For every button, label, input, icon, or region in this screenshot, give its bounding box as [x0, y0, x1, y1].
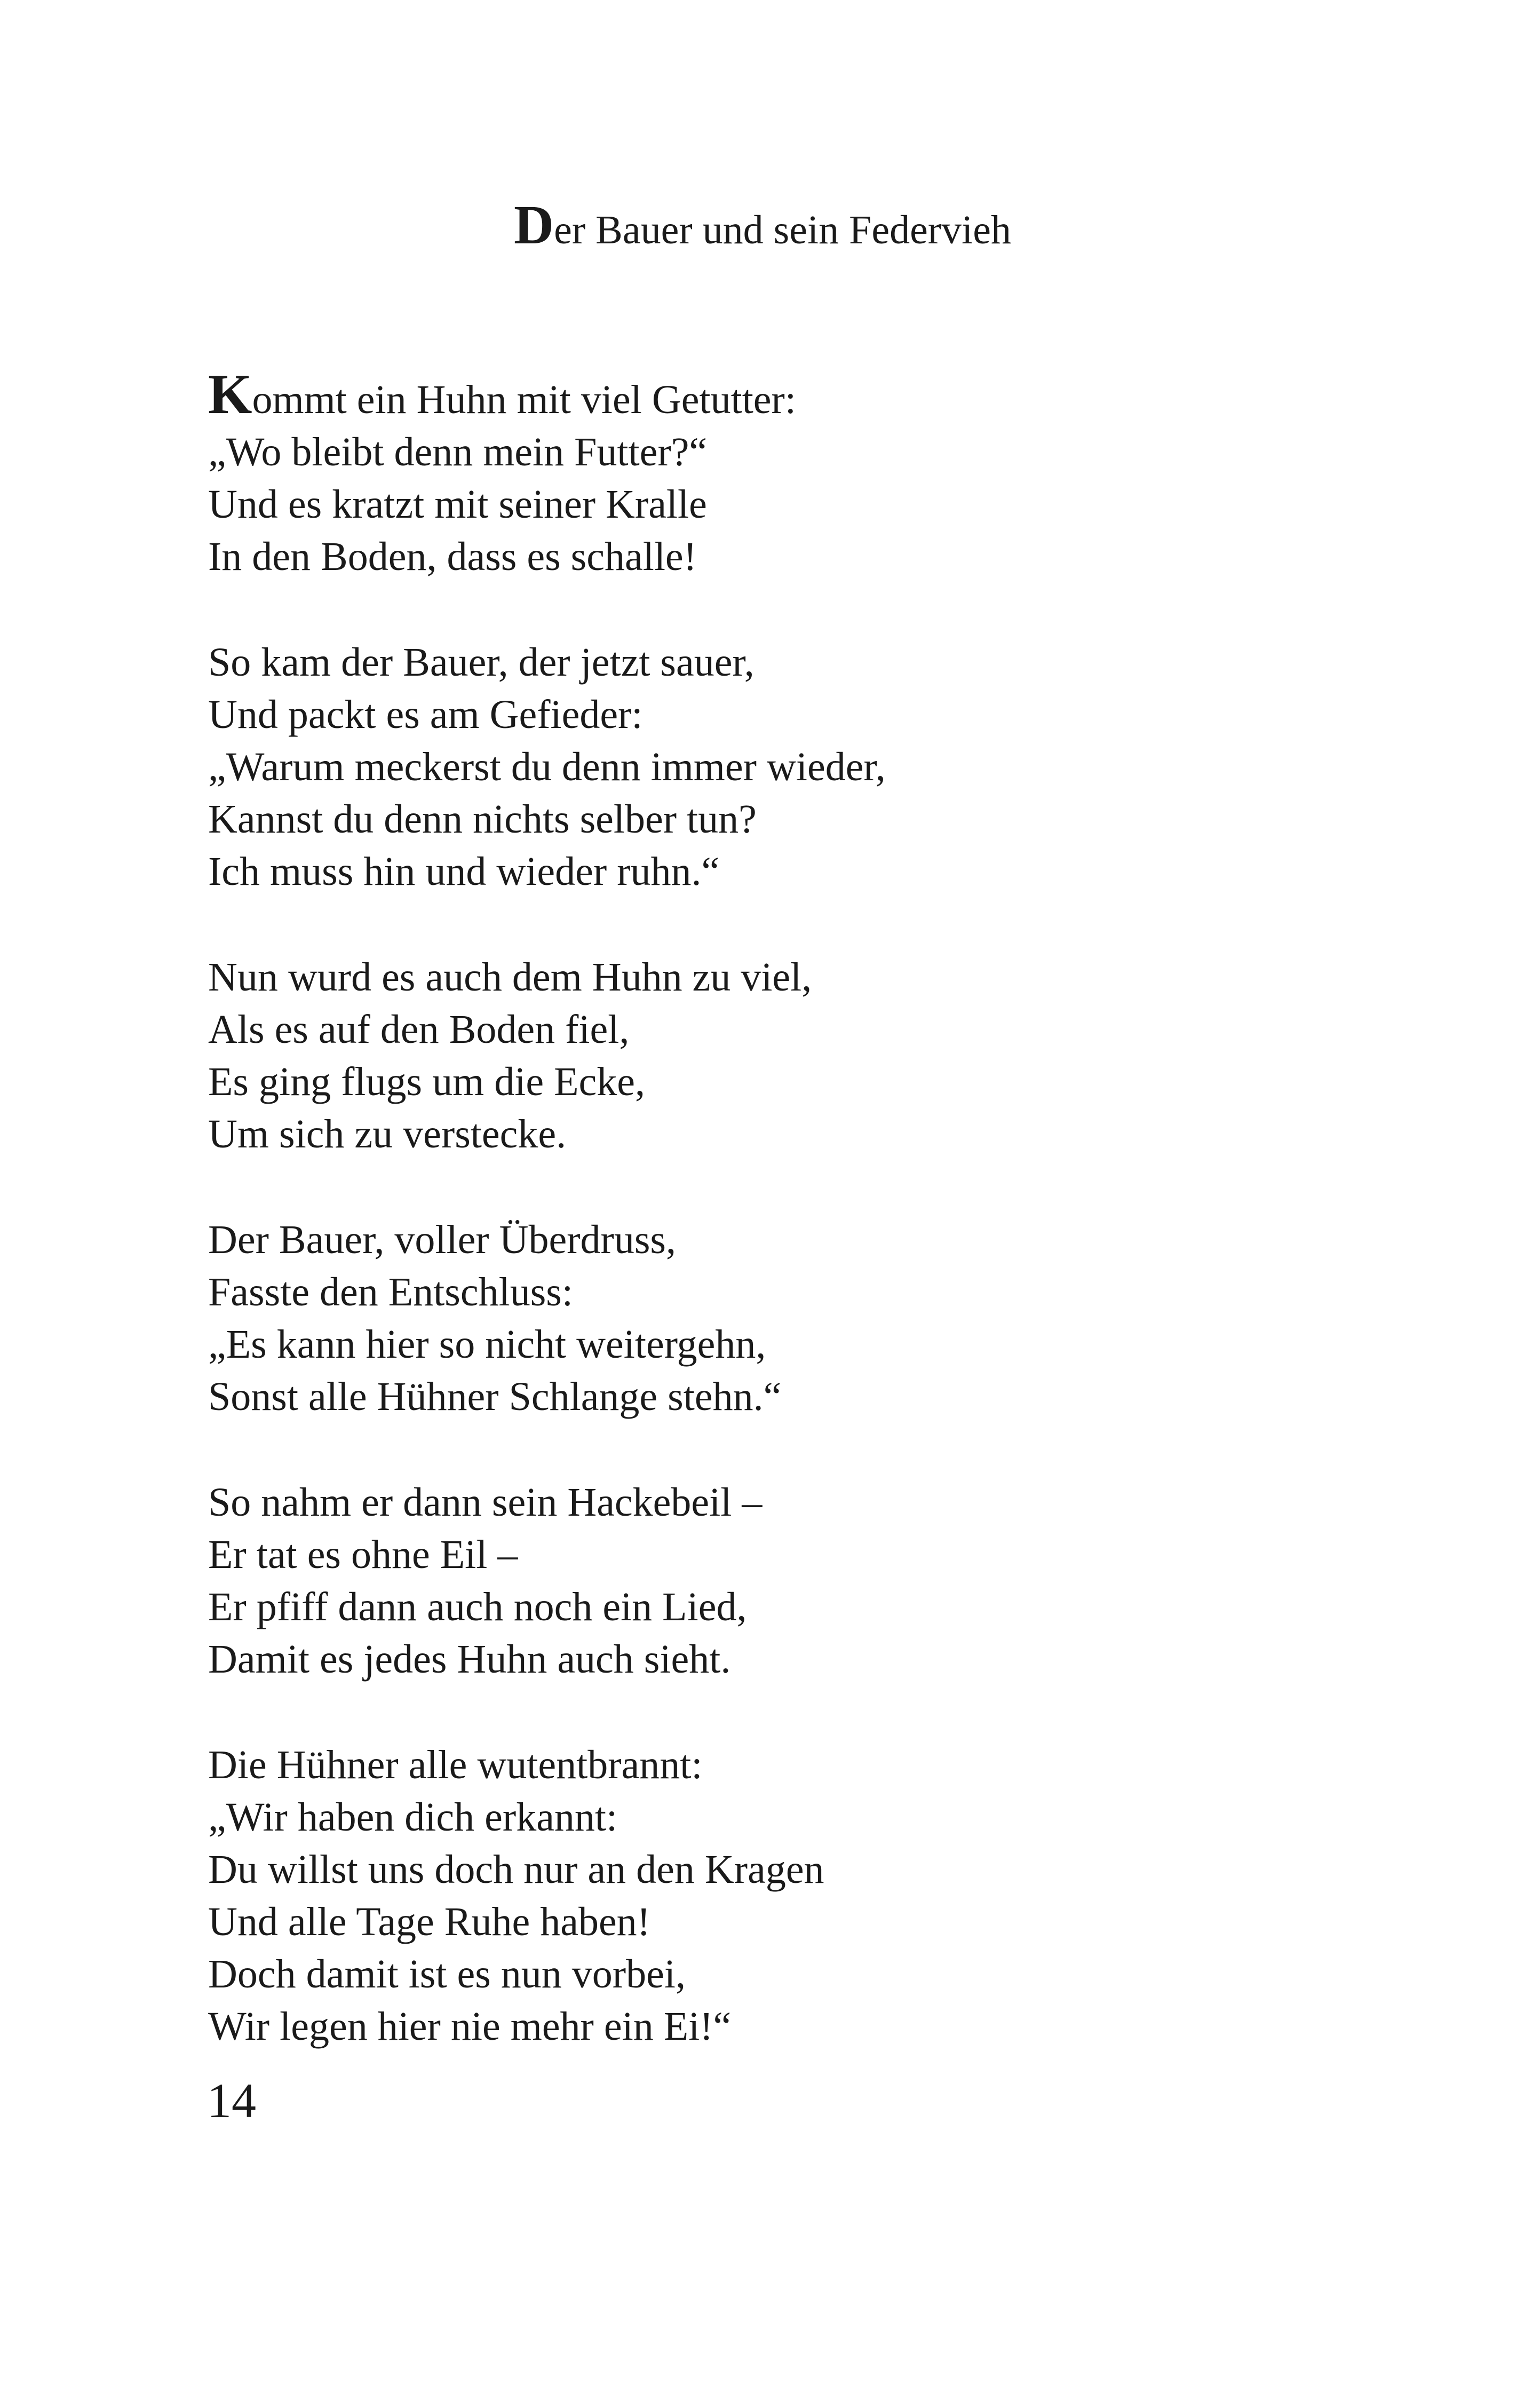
poem-line: Damit es jedes Huhn auch sieht.	[208, 1637, 731, 1682]
poem-line: „Warum meckerst du denn immer wieder,	[208, 744, 886, 789]
poem-line: „Es kann hier so nicht weitergehn,	[208, 1322, 766, 1367]
poem-line: Ich muss hin und wieder ruhn.“	[208, 849, 720, 894]
title-text: er Bauer und sein Federvieh	[554, 208, 1011, 252]
poem-line: Er pfiff dann auch noch ein Lied,	[208, 1585, 747, 1629]
dropcap-initial: K	[208, 363, 252, 425]
page-number: 14	[207, 2073, 256, 2128]
poem-line: Die Hühner alle wutentbrannt:	[208, 1742, 703, 1787]
stanza-1	[208, 363, 1435, 583]
stanza-6	[208, 1739, 1435, 2053]
poem-line: Fasste den Entschluss:	[208, 1270, 573, 1314]
title-initial: D	[514, 194, 554, 256]
stanza-2	[208, 636, 1435, 898]
poem-line: Wir legen hier nie mehr ein Ei!“	[208, 2004, 732, 2049]
stanza-4	[208, 1214, 1435, 1423]
poem-line: Nun wurd es auch dem Huhn zu viel,	[208, 955, 812, 1000]
poem-title	[0, 194, 1525, 256]
stanza-5	[208, 1476, 1435, 1685]
poem-line: Er tat es ohne Eil –	[208, 1532, 518, 1577]
poem-line	[208, 363, 1435, 426]
poem-line: Und es kratzt mit seiner Kralle	[208, 482, 707, 527]
poem-line: Doch damit ist es nun vorbei,	[208, 1952, 686, 1997]
poem-line: Und packt es am Gefieder:	[208, 692, 643, 737]
poem-line: Sonst alle Hühner Schlange stehn.“	[208, 1374, 782, 1419]
poem-line: Und alle Tage Ruhe haben!	[208, 1899, 650, 1944]
poem-body	[208, 363, 1435, 2106]
poem-line: So nahm er dann sein Hackebeil –	[208, 1480, 762, 1525]
poem-line: Du willst uns doch nur an den Kragen	[208, 1847, 824, 1892]
poem-line: Um sich zu verstecke.	[208, 1112, 567, 1157]
poem-line: Der Bauer, voller Überdruss,	[208, 1217, 677, 1262]
stanza-3	[208, 951, 1435, 1160]
poem-line: Kannst du denn nichts selber tun?	[208, 797, 757, 842]
poem-line: „Wo bleibt denn mein Futter?“	[208, 430, 708, 474]
first-line-text: ommt ein Huhn mit viel Getutter:	[252, 377, 796, 422]
poem-line: Als es auf den Boden fiel,	[208, 1007, 630, 1052]
poem-line: In den Boden, dass es schalle!	[208, 534, 697, 579]
poem-line: So kam der Bauer, der jetzt sauer,	[208, 640, 754, 685]
poem-line: Es ging flugs um die Ecke,	[208, 1059, 645, 1104]
poem-line: „Wir haben dich erkannt:	[208, 1795, 618, 1840]
